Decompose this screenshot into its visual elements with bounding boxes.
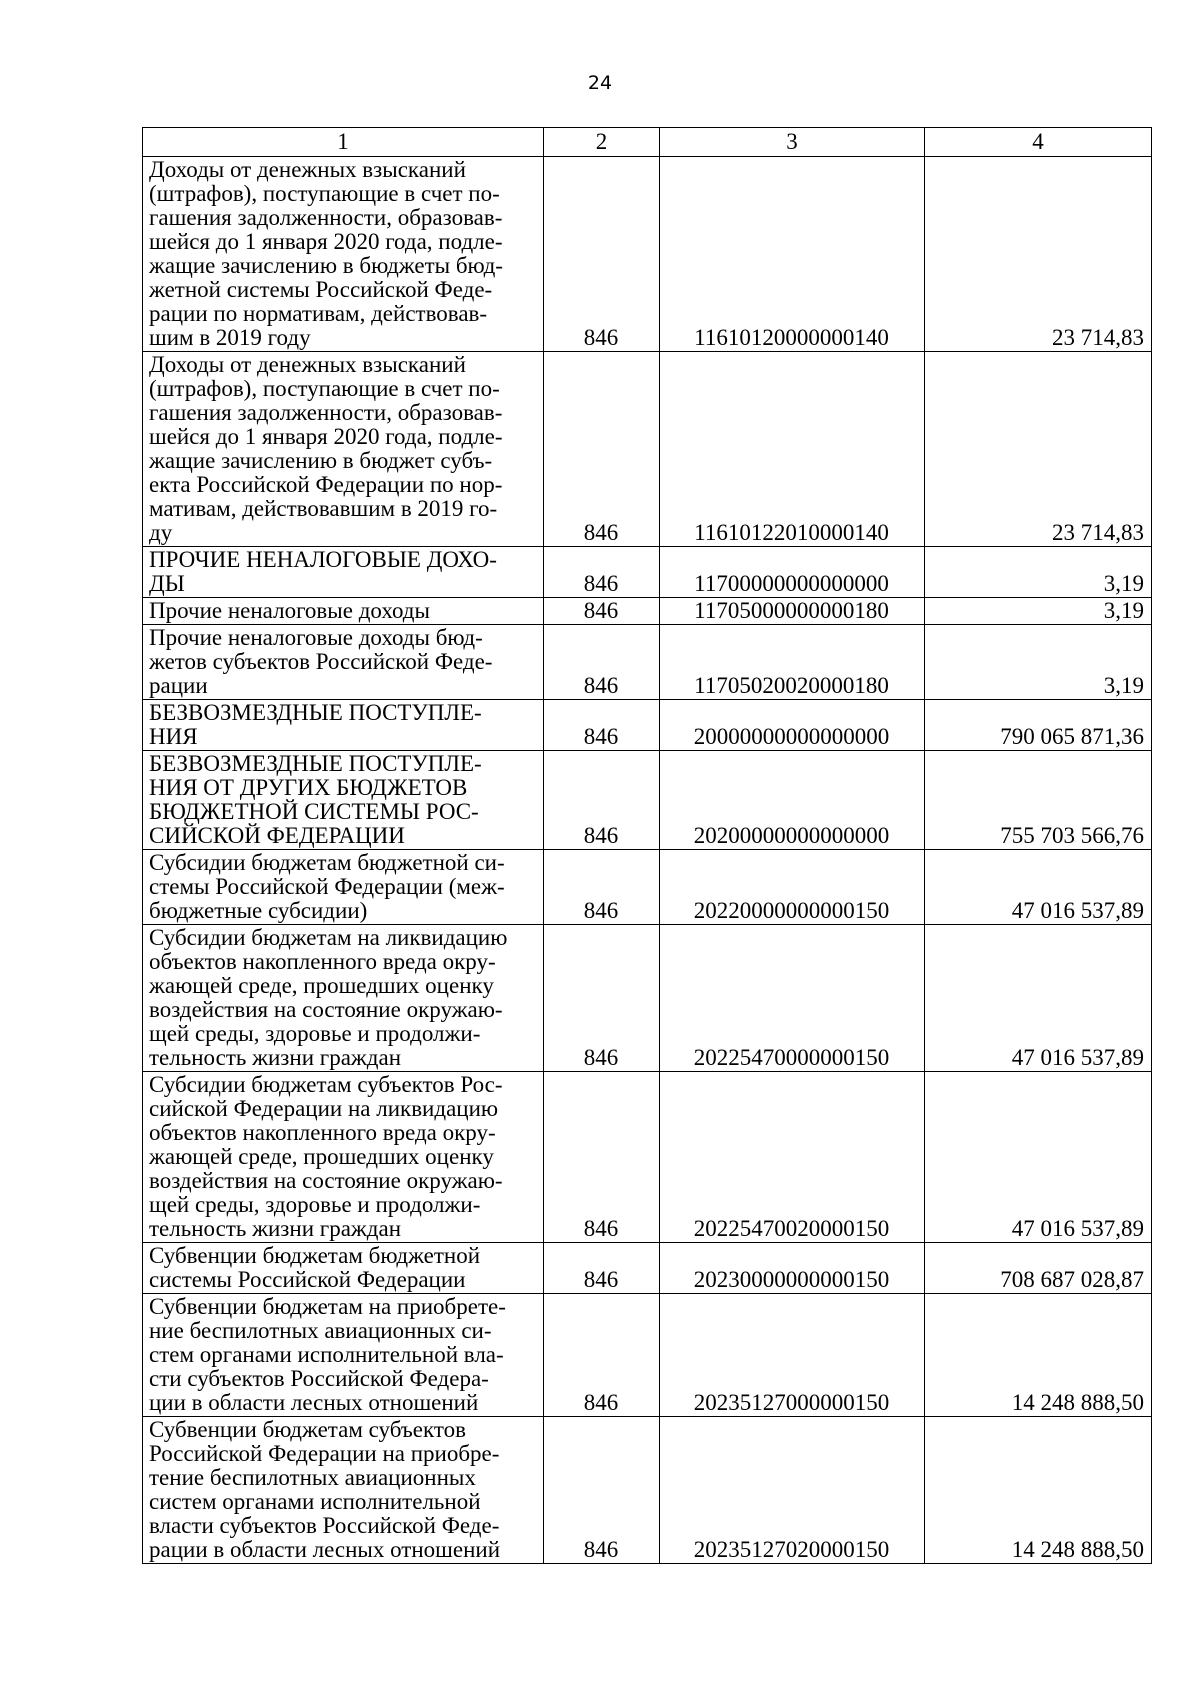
row-amount: 14 248 888,50 (925, 1417, 1152, 1564)
row-budget-code: 20235127020000150 (660, 1417, 925, 1564)
row-description: ПРОЧИЕ НЕНАЛОГОВЫЕ ДОХО- ДЫ (143, 547, 544, 598)
row-description: Субсидии бюджетам субъектов Рос- сийской Федерации на ликвидацию объектов накопленного вреда окру- жающей среде, прошедших оценку воздействия на состояние окружаю- щей среды, здоровье и продолжи- тельность жизни граждан (143, 1072, 544, 1243)
table-row (143, 1417, 1152, 1564)
column-number-4: 4 (925, 128, 1152, 157)
page-number: 24 (587, 72, 613, 94)
row-description: Прочие неналоговые доходы (143, 598, 544, 625)
row-budget-code: 20000000000000000 (660, 700, 925, 751)
row-amount: 3,19 (925, 625, 1152, 700)
row-description: БЕЗВОЗМЕЗДНЫЕ ПОСТУПЛЕ- НИЯ ОТ ДРУГИХ БЮДЖЕТОВ БЮДЖЕТНОЙ СИСТЕМЫ РОС- СИЙСКОЙ ФЕДЕРАЦИИ (143, 751, 544, 850)
row-amount: 755 703 566,76 (925, 751, 1152, 850)
budget-revenue-table (142, 127, 1152, 1564)
table-row (143, 625, 1152, 700)
row-budget-code: 20220000000000150 (660, 850, 925, 925)
row-description: БЕЗВОЗМЕЗДНЫЕ ПОСТУПЛЕ- НИЯ (143, 700, 544, 751)
row-description: Субсидии бюджетам бюджетной си- стемы Российской Федерации (меж- бюджетные субсидии) (143, 850, 544, 925)
row-admin-code: 846 (544, 625, 660, 700)
table-row (143, 925, 1152, 1072)
column-number-1: 1 (143, 128, 544, 157)
row-admin-code: 846 (544, 352, 660, 547)
row-description: Субвенции бюджетам субъектов Российской Федерации на приобре- тение беспилотных авиационных систем органами исполнительной власти субъектов Российской Феде- рации в области лесных отношений (143, 1417, 544, 1564)
table-row (143, 700, 1152, 751)
row-admin-code: 846 (544, 700, 660, 751)
row-budget-code: 11705000000000180 (660, 598, 925, 625)
table-row (143, 1294, 1152, 1417)
row-amount: 47 016 537,89 (925, 1072, 1152, 1243)
row-budget-code: 11610120000000140 (660, 157, 925, 352)
row-budget-code: 11700000000000000 (660, 547, 925, 598)
table-row (143, 850, 1152, 925)
row-amount: 3,19 (925, 598, 1152, 625)
row-amount: 708 687 028,87 (925, 1243, 1152, 1294)
row-description: Субвенции бюджетам на приобрете- ние беспилотных авиационных си- стем органами исполнительной вла- сти субъектов Российской Федера- ции в области лесных отношений (143, 1294, 544, 1417)
column-number-2: 2 (544, 128, 660, 157)
row-budget-code: 20235127000000150 (660, 1294, 925, 1417)
row-admin-code: 846 (544, 157, 660, 352)
row-description: Доходы от денежных взысканий (штрафов), поступающие в счет по- гашения задолженности, образовав- шейся до 1 января 2020 года, подле- жащие зачислению в бюджет субъ- екта Российской Федерации по нор- мативам, действовавшим в 2019 го- ду (143, 352, 544, 547)
table-row (143, 157, 1152, 352)
column-number-row (143, 128, 1152, 157)
row-description: Прочие неналоговые доходы бюд- жетов субъектов Российской Феде- рации (143, 625, 544, 700)
row-budget-code: 20225470000000150 (660, 925, 925, 1072)
table-row (143, 1243, 1152, 1294)
row-admin-code: 846 (544, 1417, 660, 1564)
row-admin-code: 846 (544, 598, 660, 625)
row-admin-code: 846 (544, 1072, 660, 1243)
row-budget-code: 11705020020000180 (660, 625, 925, 700)
row-description: Субсидии бюджетам на ликвидацию объектов накопленного вреда окру- жающей среде, прошедших оценку воздействия на состояние окружаю- щей среды, здоровье и продолжи- тельность жизни граждан (143, 925, 544, 1072)
row-amount: 3,19 (925, 547, 1152, 598)
column-number-3: 3 (660, 128, 925, 157)
row-description: Субвенции бюджетам бюджетной системы Российской Федерации (143, 1243, 544, 1294)
row-amount: 790 065 871,36 (925, 700, 1152, 751)
table-row (143, 352, 1152, 547)
row-budget-code: 20230000000000150 (660, 1243, 925, 1294)
row-amount: 47 016 537,89 (925, 850, 1152, 925)
row-description: Доходы от денежных взысканий (штрафов), поступающие в счет по- гашения задолженности, образовав- шейся до 1 января 2020 года, подле- жащие зачислению в бюджеты бюд- жетной системы Российской Феде- рации по нормативам, действовав- шим в 2019 году (143, 157, 544, 352)
row-admin-code: 846 (544, 850, 660, 925)
row-budget-code: 20200000000000000 (660, 751, 925, 850)
row-admin-code: 846 (544, 1294, 660, 1417)
table-body (143, 128, 1152, 1564)
row-budget-code: 20225470020000150 (660, 1072, 925, 1243)
table-row (143, 1072, 1152, 1243)
row-amount: 23 714,83 (925, 157, 1152, 352)
table-row (143, 751, 1152, 850)
table-row (143, 547, 1152, 598)
row-amount: 14 248 888,50 (925, 1294, 1152, 1417)
row-admin-code: 846 (544, 547, 660, 598)
table-row (143, 598, 1152, 625)
row-amount: 47 016 537,89 (925, 925, 1152, 1072)
row-admin-code: 846 (544, 751, 660, 850)
row-budget-code: 11610122010000140 (660, 352, 925, 547)
row-amount: 23 714,83 (925, 352, 1152, 547)
row-admin-code: 846 (544, 925, 660, 1072)
row-admin-code: 846 (544, 1243, 660, 1294)
